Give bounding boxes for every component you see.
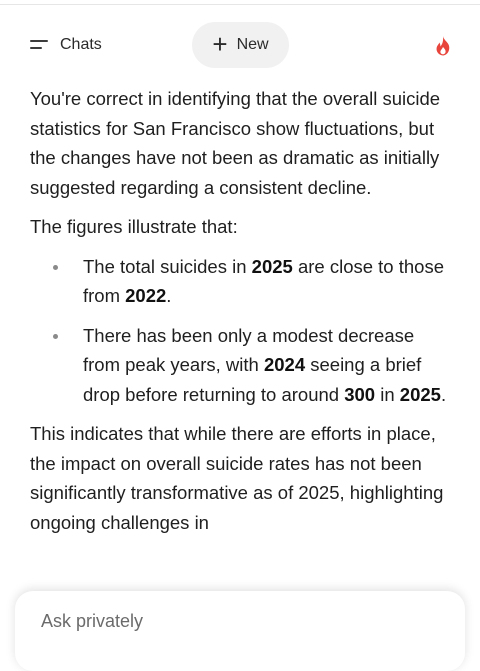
plus-icon: + — [212, 29, 228, 59]
paragraph-1: You're correct in identifying that the overall suicide statistics for San Francisco show fluctuations, but the changes have not been as dramatic as initially suggested regarding a consistent decline. — [30, 88, 441, 198]
bullet-list — [30, 252, 450, 410]
text-span: There has been only a modest decrease from peak years, with — [83, 324, 415, 375]
top-divider — [0, 4, 480, 5]
bold-year: 2025 — [251, 255, 293, 277]
chats-label: Chats — [60, 36, 102, 53]
new-label: New — [236, 36, 269, 53]
composer — [15, 591, 465, 671]
paragraph-3: This indicates that while there are efforts in place, the impact on overall suicide rates has not been significantly transformative as of 2025, highlighting ongoing challenges in — [30, 423, 444, 533]
bold-number: 300 — [344, 383, 376, 405]
fire-icon[interactable] — [431, 34, 455, 58]
menu-icon — [30, 39, 48, 51]
text-span: are close to those from — [83, 255, 444, 306]
bold-year: 2024 — [263, 354, 306, 375]
text-span: seeing a brief drop before returning to around — [83, 354, 422, 405]
new-chat-button[interactable] — [192, 22, 289, 68]
bold-year: 2022 — [125, 285, 167, 306]
text-span: in — [375, 383, 400, 405]
bold-year: 2025 — [399, 383, 441, 405]
assistant-message — [30, 84, 450, 547]
chats-button[interactable] — [30, 22, 102, 68]
paragraph-2: The figures illustrate that: — [30, 216, 238, 237]
text-span: The total suicides in — [83, 255, 252, 277]
list-item — [30, 252, 450, 311]
text-span: . — [440, 383, 447, 405]
text-span: . — [166, 285, 172, 306]
top-bar — [0, 22, 480, 68]
list-item — [30, 321, 450, 410]
ask-input[interactable]: Ask privately — [41, 611, 144, 631]
